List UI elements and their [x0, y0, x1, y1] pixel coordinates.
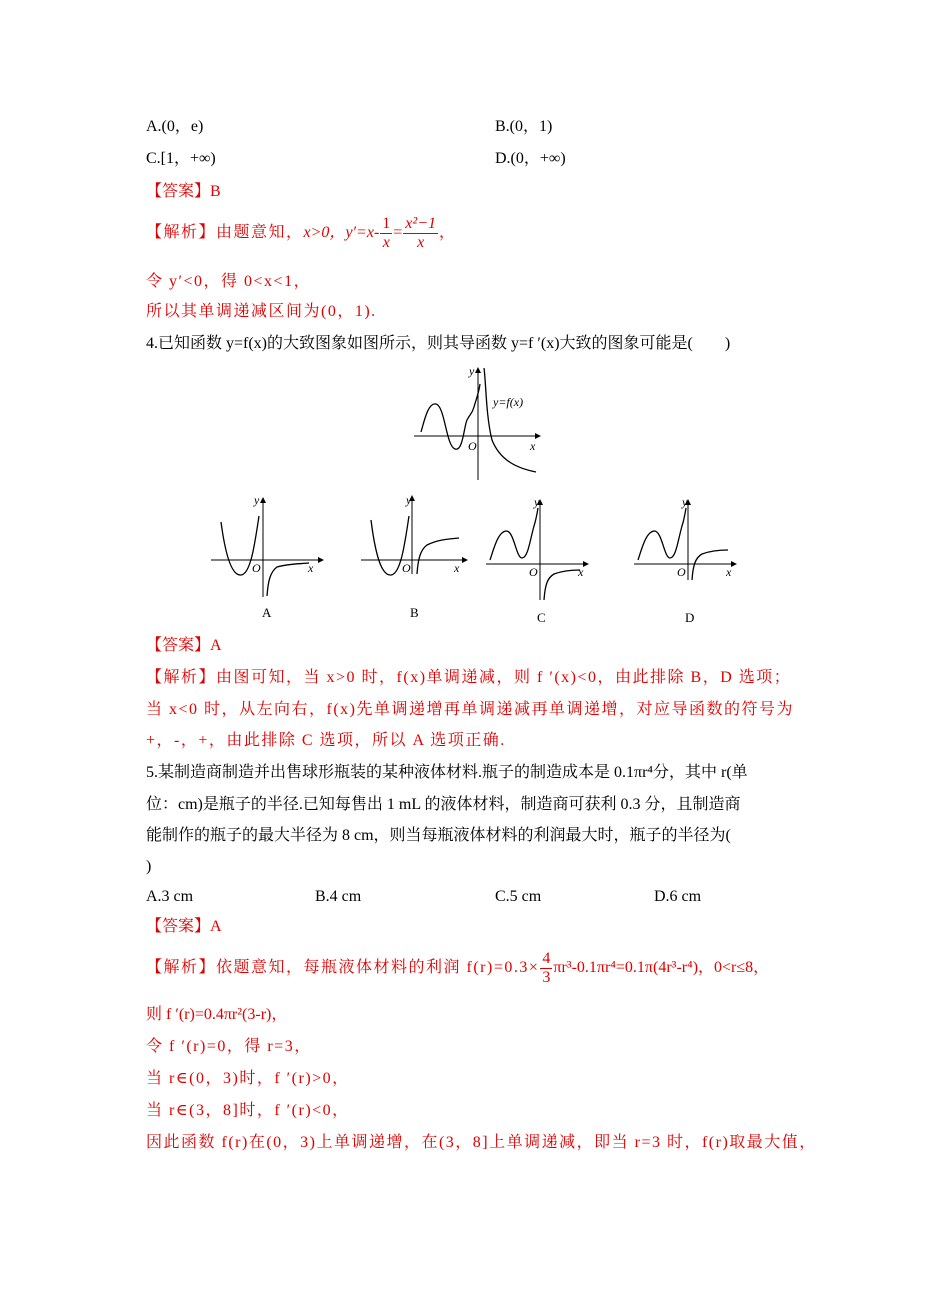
answer-tag: 【答案】: [146, 637, 211, 654]
origin-label: O: [402, 561, 411, 575]
y-axis-label: y: [469, 364, 475, 378]
origin-label: O: [468, 439, 477, 453]
q4-analysis-line-1: [146, 668, 791, 688]
option-graph-c: [482, 494, 594, 626]
q5-stem-line-1: 5.某制造商制造并出售球形瓶装的某种液体材料.瓶子的制造成本是 0.1πr⁴分，其中 r(单: [146, 764, 748, 781]
q5-option-c: C.5 cm: [495, 888, 542, 905]
q5-option-d: D.6 cm: [654, 888, 702, 905]
analysis-text-continued: πr³-0.1πr⁴=0.1π(4r³-r⁴)，0<r≤8，: [553, 959, 770, 977]
analysis-text: 依题意知，每瓶液体材料的利润 f(r)=0.3×: [216, 959, 540, 977]
option-graph-b: [355, 490, 480, 622]
analysis-tag: 【解析】: [146, 224, 217, 242]
fraction-numerator: x²−1: [405, 215, 436, 232]
function-label: y=f(x): [493, 395, 524, 409]
x-axis-label: x: [578, 565, 584, 579]
equals-sign: =: [393, 224, 403, 242]
curve-right: [692, 550, 728, 580]
answer-value: B: [210, 183, 221, 200]
curve-left: [638, 508, 686, 560]
fraction-denominator: 3: [542, 969, 551, 986]
analysis-line-3: 所以其单调递减区间为(0，1).: [146, 303, 377, 320]
analysis-text: 由图可知，当 x>0 时，f(x)单调递减，则 f ′(x)<0，由此排除 B，D 选项；: [216, 669, 792, 686]
q4-analysis-line-3: +，-，+，由此排除 C 选项，所以 A 选项正确.: [146, 732, 506, 749]
q5-analysis-line-2: 则 f ′(r)=0.4πr²(3-r)，: [146, 1006, 288, 1023]
answer-value: A: [210, 918, 222, 935]
q5-stem-line-4: ): [146, 858, 152, 875]
y-axis-label: y: [406, 493, 412, 507]
q5-option-b: B.4 cm: [315, 888, 362, 905]
option-graph-a: [205, 492, 330, 624]
fraction-x2-minus-1: [403, 215, 438, 252]
option-d: D.(0，+∞): [495, 150, 566, 167]
fraction-numerator: 4: [542, 950, 551, 967]
option-letter: B: [410, 605, 419, 620]
answer-tag: 【答案】: [146, 183, 211, 200]
q5-analysis-line-3: 令 f ′(r)=0，得 r=3，: [146, 1038, 312, 1055]
fraction-denominator: x: [417, 234, 425, 251]
x-axis-label: x: [726, 565, 732, 579]
analysis-tag: 【解析】: [146, 669, 217, 686]
option-letter: D: [685, 610, 695, 625]
question-4-stem: 4.已知函数 y=f(x)的大致图象如图所示，则其导函数 y=f ′(x)大致的图象可能是( ): [146, 335, 731, 352]
analysis-tag: 【解析】: [146, 959, 217, 977]
answer-line: [146, 182, 221, 202]
function-graph: [408, 362, 548, 484]
x-axis-label: x: [530, 439, 536, 453]
answer-tag: 【答案】: [146, 918, 211, 935]
curve-left: [490, 508, 538, 560]
q5-answer-line: [146, 917, 222, 937]
fraction-numerator: 1: [382, 215, 391, 232]
option-a: A.(0，e): [146, 118, 204, 135]
analysis-line: [146, 215, 455, 252]
q5-stem-line-3: 能制作的瓶子的最大半径为 8 cm，则当每瓶液体材料的利润最大时，瓶子的半径为(: [146, 827, 731, 844]
y-axis-label: y: [254, 493, 260, 507]
analysis-text: 由题意知，: [216, 224, 304, 242]
option-c: C.[1，+∞): [146, 150, 216, 167]
fraction-four-thirds: [540, 950, 552, 987]
curve-right: [484, 368, 536, 472]
x-axis-label: x: [308, 561, 314, 575]
origin-label: O: [677, 565, 686, 579]
option-b: B.(0，1): [495, 118, 553, 135]
answer-value: A: [210, 637, 222, 654]
curve-right: [544, 570, 580, 600]
curve-right: [267, 563, 309, 596]
y-axis-label: y: [534, 495, 540, 509]
option-graph-d: [630, 494, 742, 626]
analysis-line-2: 令 y′<0，得 0<x<1，: [146, 273, 312, 290]
origin-label: O: [252, 561, 261, 575]
q5-option-a: A.3 cm: [146, 888, 194, 905]
q5-analysis-line-6: 因此函数 f(r)在(0，3)上单调递增，在(3，8]上单调递减，即当 r=3 时，f(r)取最大值，: [146, 1134, 817, 1151]
analysis-derivative: y′=x-: [345, 224, 380, 242]
q5-analysis-line-1: [146, 950, 769, 987]
q5-stem-line-2: 位：cm)是瓶子的半径.已知每售出 1 mL 的液体材料，制造商可获利 0.3 分，且制造商: [146, 796, 741, 813]
analysis-condition: x>0，: [303, 224, 346, 242]
q4-analysis-line-2: 当 x<0 时，从左向右，f(x)先单调递增再单调递减再单调递增，对应导函数的符号为: [146, 701, 795, 718]
punctuation: ，: [439, 224, 456, 242]
fraction-denominator: x: [382, 234, 390, 251]
curve-right: [417, 538, 459, 574]
option-letter: A: [262, 605, 272, 620]
x-axis-label: x: [454, 561, 460, 575]
fraction-one-over-x: [380, 215, 392, 252]
q4-answer-line: [146, 636, 222, 656]
origin-label: O: [529, 565, 538, 579]
q5-analysis-line-4: 当 r∈(0，3)时，f ′(r)>0，: [146, 1070, 350, 1087]
q5-analysis-line-5: 当 r∈(3，8]时，f ′(r)<0，: [146, 1102, 350, 1119]
y-axis-label: y: [682, 495, 688, 509]
option-letter: C: [537, 610, 546, 625]
